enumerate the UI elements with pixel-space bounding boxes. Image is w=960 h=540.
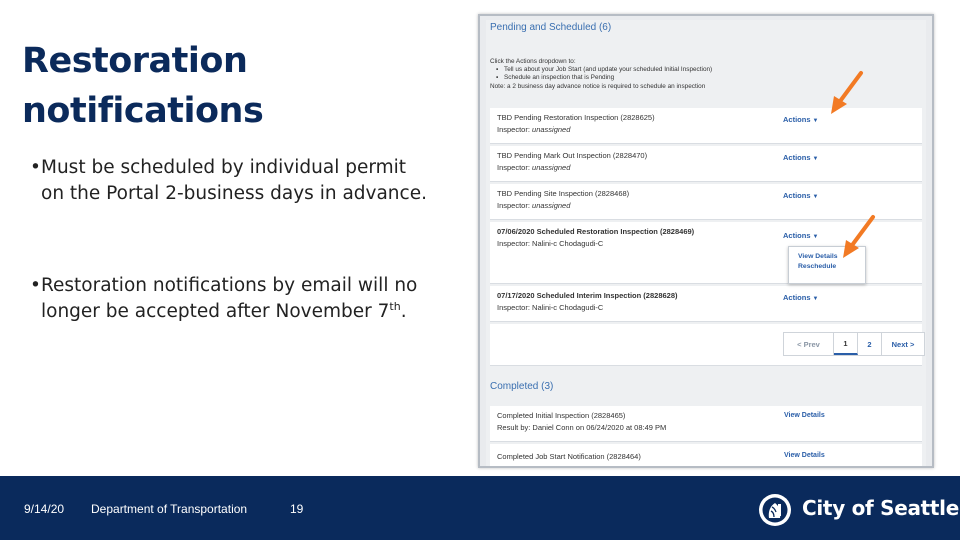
view-details-link[interactable]: View Details <box>784 412 825 419</box>
instructions-item: ▪ Schedule an inspection that is Pending <box>490 74 712 82</box>
caret-down-icon: ▼ <box>812 296 819 302</box>
inspector-label: Inspector: <box>497 163 530 172</box>
actions-dropdown[interactable] <box>783 153 818 162</box>
bullet-email-text <box>30 273 430 324</box>
inspection-inspector <box>497 163 570 172</box>
actions-label: Actions <box>783 153 811 162</box>
inspector-value: unassigned <box>532 163 571 172</box>
bullet-dot: • <box>30 275 41 296</box>
inspection-inspector <box>497 125 570 134</box>
title-line-2: notifications <box>22 91 264 131</box>
bullet-email <box>30 273 430 324</box>
footer-brand: City of Seattle <box>802 496 960 520</box>
caret-down-icon: ▼ <box>812 156 819 162</box>
completed-title: Completed Initial Inspection (2828465) <box>497 411 626 420</box>
inspection-row <box>490 146 922 182</box>
completed-row <box>490 444 922 468</box>
actions-dropdown[interactable] <box>783 191 818 200</box>
bullet-email-body: Restoration notifications by email will no longer be accepted after November 7 <box>41 275 418 322</box>
page-1-button[interactable]: 1 <box>834 333 858 355</box>
inspection-inspector <box>497 303 603 312</box>
title-line-1: Restoration <box>22 41 248 81</box>
inspection-title: 07/06/2020 Scheduled Restoration Inspection (2828469) <box>497 227 695 236</box>
inspector-value: unassigned <box>532 125 571 134</box>
bullet-scheduling-text: Must be scheduled by individual permit on the Portal 2-business days in advance. <box>41 157 427 204</box>
menu-reschedule[interactable]: Reschedule <box>798 263 837 270</box>
city-seal-icon <box>758 493 792 527</box>
next-page-button[interactable]: Next > <box>891 339 915 349</box>
footer-bar <box>0 476 960 540</box>
callout-arrow-actions <box>828 68 868 118</box>
prev-page-button[interactable]: < Prev <box>784 333 834 355</box>
inspector-value: Nalini-c Chodagudi-C <box>532 303 604 312</box>
completed-header: Completed (3) <box>490 381 554 392</box>
inspection-title: TBD Pending Restoration Inspection (2828625) <box>497 113 655 122</box>
actions-label: Actions <box>783 231 811 240</box>
inspection-inspector <box>497 201 570 210</box>
inspector-label: Inspector: <box>497 239 530 248</box>
inspector-label: Inspector: <box>497 125 530 134</box>
completed-row <box>490 406 922 442</box>
actions-label: Actions <box>783 293 811 302</box>
view-details-link[interactable]: View Details <box>784 452 825 459</box>
completed-result: Result by: Daniel Conn on 06/24/2020 at 08:49 PM <box>497 423 667 432</box>
inspector-value: unassigned <box>532 201 571 210</box>
bullet-email-sup: th <box>389 299 401 313</box>
actions-dropdown[interactable] <box>783 231 818 240</box>
actions-dropdown[interactable] <box>783 293 818 302</box>
inspection-inspector <box>497 239 603 248</box>
inspection-row <box>490 286 922 322</box>
footer-date: 9/14/20 <box>24 502 65 516</box>
inspector-label: Inspector: <box>497 201 530 210</box>
pagination <box>783 332 925 356</box>
inspection-title: 07/17/2020 Scheduled Interim Inspection (2828628) <box>497 291 678 300</box>
completed-title: Completed Job Start Notification (2828464) <box>497 452 641 461</box>
bullet-scheduling <box>30 155 430 206</box>
footer-page-number: 19 <box>290 502 304 516</box>
caret-down-icon: ▼ <box>812 234 819 240</box>
instructions-note: Note: a 2 business day advance notice is required to schedule an inspection <box>490 82 706 90</box>
inspection-title: TBD Pending Site Inspection (2828468) <box>497 189 630 198</box>
menu-view-details[interactable]: View Details <box>798 253 838 260</box>
instructions-item: ▪ Tell us about your Job Start (and update your scheduled Initial Inspection) <box>490 66 712 74</box>
bullet-dot: • <box>30 157 41 178</box>
actions-label: Actions <box>783 191 811 200</box>
inspector-label: Inspector: <box>497 303 530 312</box>
footer-department: Department of Transportation <box>91 502 248 516</box>
caret-down-icon: ▼ <box>812 118 819 124</box>
instructions-intro: Click the Actions dropdown to: <box>490 58 576 65</box>
pending-scheduled-header: Pending and Scheduled (6) <box>490 22 612 33</box>
caret-down-icon: ▼ <box>812 194 819 200</box>
inspector-value: Nalini-c Chodagudi-C <box>532 239 604 248</box>
bullet-email-end: . <box>400 300 407 322</box>
actions-instructions <box>490 58 712 91</box>
callout-arrow-reschedule <box>840 212 880 262</box>
actions-label: Actions <box>783 115 811 124</box>
slide-title <box>22 36 442 136</box>
inspection-title: TBD Pending Mark Out Inspection (2828470) <box>497 151 648 160</box>
actions-dropdown[interactable] <box>783 115 818 124</box>
page-2-button[interactable]: 2 <box>858 333 882 355</box>
